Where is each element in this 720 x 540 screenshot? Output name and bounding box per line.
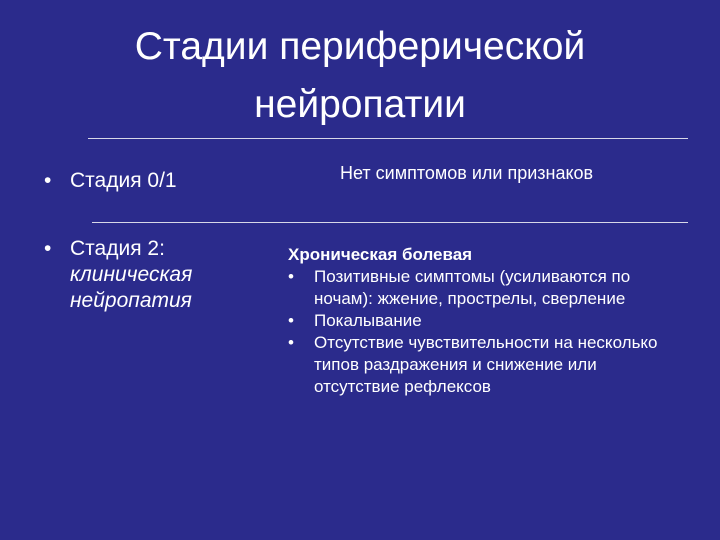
bullet: • xyxy=(288,267,294,286)
list-item xyxy=(288,332,678,398)
stage-2-details xyxy=(288,244,678,398)
bullet: • xyxy=(44,169,52,192)
stage-2-subtitle-line-1: клиническая xyxy=(70,263,193,286)
stage-2-heading: Хроническая болевая xyxy=(288,245,473,264)
stage-2-subtitle-line-2: нейропатия xyxy=(70,289,192,312)
stage-2-label: Стадия 2: xyxy=(70,237,165,260)
list-item-text: Покалывание xyxy=(314,311,422,330)
bullet: • xyxy=(288,311,294,330)
bullet: • xyxy=(288,333,294,352)
divider-middle xyxy=(92,222,688,223)
list-item xyxy=(288,266,678,310)
stage-0-1-label: Стадия 0/1 xyxy=(70,169,177,192)
divider-top xyxy=(88,138,688,139)
bullet: • xyxy=(44,237,52,260)
list-item-text: Отсутствие чувствительности на несколько типов раздражения и снижение или отсутствие рефлексов xyxy=(314,333,658,396)
stage-2-item xyxy=(44,236,244,314)
symptom-list xyxy=(288,266,678,398)
list-item xyxy=(288,310,678,332)
stage-0-1-description: Нет симптомов или признаков xyxy=(340,163,594,183)
title-line-2: нейропатии xyxy=(254,83,466,126)
list-item-text: Позитивные симптомы (усиливаются по ночам): жжение, прострелы, сверление xyxy=(314,267,631,308)
title-line-1: Стадии периферической xyxy=(134,25,586,68)
slide-title xyxy=(60,18,660,134)
stage-0-1-item xyxy=(44,168,177,194)
